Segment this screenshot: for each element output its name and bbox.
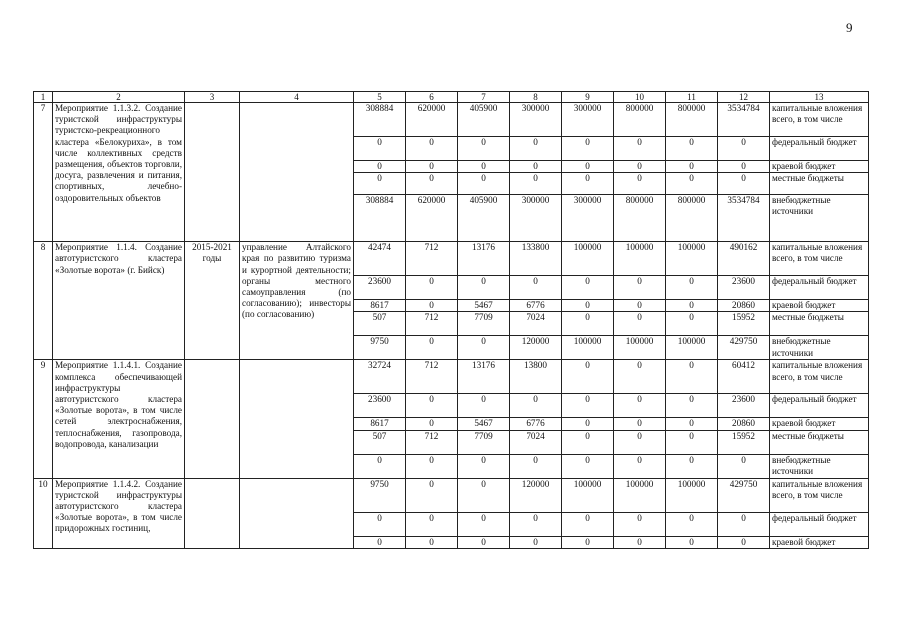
funding-value-cell: 0 [614, 454, 666, 478]
column-number-cell: 8 [510, 92, 562, 103]
funding-value-cell: 0 [406, 161, 458, 173]
funding-value-cell: 20860 [718, 300, 770, 312]
funding-value-cell: 0 [666, 394, 718, 418]
funding-value-cell: 0 [666, 418, 718, 430]
funding-value-cell: 0 [666, 173, 718, 195]
funding-value-cell: 0 [718, 161, 770, 173]
funding-value-cell: 0 [354, 454, 406, 478]
table-row [34, 478, 869, 512]
funding-value-cell: 0 [666, 161, 718, 173]
funding-value-cell: 300000 [562, 103, 614, 137]
funding-value-cell: 0 [458, 512, 510, 536]
executor [240, 360, 354, 478]
funding-value-cell: 23600 [718, 394, 770, 418]
funding-source: внебюджетные источники [770, 336, 869, 360]
funding-value-cell: 0 [354, 137, 406, 161]
funding-value-cell: 6776 [510, 418, 562, 430]
funding-value-cell: 133800 [510, 242, 562, 276]
column-number-cell: 2 [53, 92, 185, 103]
funding-value-cell: 800000 [666, 103, 718, 137]
funding-value-cell: 800000 [614, 195, 666, 242]
executor: управление Алтайского края по развитию туризма и курортной деятельности; органы местного самоуправления (по согласованию); инвесторы (по согласованию) [240, 242, 354, 360]
funding-value-cell: 5467 [458, 300, 510, 312]
table-row [34, 242, 869, 276]
column-number-cell: 5 [354, 92, 406, 103]
funding-value-cell: 8617 [354, 300, 406, 312]
item-number: 10 [34, 478, 53, 548]
funding-value-cell: 800000 [614, 103, 666, 137]
item-number: 9 [34, 360, 53, 478]
funding-value-cell: 0 [458, 276, 510, 300]
funding-value-cell: 0 [562, 430, 614, 454]
funding-value-cell: 100000 [614, 478, 666, 512]
funding-value-cell: 100000 [666, 242, 718, 276]
funding-value-cell: 0 [614, 394, 666, 418]
funding-value-cell: 0 [510, 512, 562, 536]
funding-value-cell: 120000 [510, 336, 562, 360]
funding-value-cell: 300000 [510, 103, 562, 137]
funding-value-cell: 0 [458, 454, 510, 478]
funding-value-cell: 300000 [510, 195, 562, 242]
funding-value-cell: 3534784 [718, 103, 770, 137]
funding-value-cell: 308884 [354, 103, 406, 137]
funding-value-cell: 712 [406, 430, 458, 454]
funding-value-cell: 0 [718, 454, 770, 478]
funding-value-cell: 32724 [354, 360, 406, 394]
funding-value-cell: 620000 [406, 195, 458, 242]
funding-value-cell: 507 [354, 312, 406, 336]
funding-value-cell: 490162 [718, 242, 770, 276]
funding-value-cell: 100000 [562, 242, 614, 276]
funding-source: местные бюджеты [770, 312, 869, 336]
funding-value-cell: 60412 [718, 360, 770, 394]
funding-value-cell: 405900 [458, 103, 510, 137]
funding-value-cell: 0 [614, 161, 666, 173]
funding-value-cell: 0 [666, 276, 718, 300]
funding-value-cell: 7709 [458, 312, 510, 336]
funding-value-cell: 0 [614, 173, 666, 195]
funding-value-cell: 100000 [666, 478, 718, 512]
funding-value-cell: 0 [510, 276, 562, 300]
implementation-period: 2015-2021 годы [185, 242, 240, 360]
funding-value-cell: 0 [666, 454, 718, 478]
funding-value-cell: 0 [614, 536, 666, 548]
funding-value-cell: 0 [666, 312, 718, 336]
funding-value-cell: 0 [666, 536, 718, 548]
item-number: 8 [34, 242, 53, 360]
funding-source: местные бюджеты [770, 173, 869, 195]
funding-value-cell: 0 [718, 536, 770, 548]
funding-value-cell: 0 [406, 512, 458, 536]
funding-value-cell: 0 [562, 161, 614, 173]
funding-value-cell: 0 [510, 454, 562, 478]
funding-source: федеральный бюджет [770, 512, 869, 536]
column-number-cell: 10 [614, 92, 666, 103]
funding-value-cell: 23600 [354, 394, 406, 418]
funding-value-cell: 0 [718, 137, 770, 161]
funding-value-cell: 15952 [718, 430, 770, 454]
funding-source: внебюджетные источники [770, 454, 869, 478]
funding-value-cell: 100000 [614, 336, 666, 360]
column-number-cell: 12 [718, 92, 770, 103]
column-number-cell: 3 [185, 92, 240, 103]
funding-value-cell: 3534784 [718, 195, 770, 242]
funding-value-cell: 0 [562, 360, 614, 394]
column-number-cell: 9 [562, 92, 614, 103]
column-number-row [34, 92, 869, 103]
funding-value-cell: 620000 [406, 103, 458, 137]
funding-value-cell: 507 [354, 430, 406, 454]
funding-value-cell: 0 [666, 512, 718, 536]
funding-value-cell: 0 [406, 394, 458, 418]
funding-value-cell: 405900 [458, 195, 510, 242]
funding-value-cell: 0 [458, 394, 510, 418]
implementation-period [185, 360, 240, 478]
funding-value-cell: 0 [562, 418, 614, 430]
funding-value-cell: 20860 [718, 418, 770, 430]
item-number: 7 [34, 103, 53, 242]
funding-value-cell: 0 [614, 276, 666, 300]
funding-value-cell: 0 [458, 173, 510, 195]
funding-value-cell: 0 [562, 454, 614, 478]
funding-value-cell: 300000 [562, 195, 614, 242]
funding-value-cell: 308884 [354, 195, 406, 242]
executor [240, 478, 354, 548]
funding-value-cell: 0 [614, 418, 666, 430]
measure-name: Мероприятие 1.1.4.1. Создание комплекса обеспечивающей инфраструктуры автотуристского кластера «Золотые ворота», в том числе сетей электроснабжения, теплоснабжения, газопровода, водопровода, канализации [53, 360, 185, 478]
funding-source: капитальные вложения всего, в том числе [770, 478, 869, 512]
funding-value-cell: 712 [406, 242, 458, 276]
funding-value-cell: 0 [562, 312, 614, 336]
funding-value-cell: 0 [458, 161, 510, 173]
funding-source: местные бюджеты [770, 430, 869, 454]
funding-value-cell: 0 [406, 300, 458, 312]
implementation-period [185, 478, 240, 548]
funding-value-cell: 7024 [510, 312, 562, 336]
column-number-cell: 7 [458, 92, 510, 103]
table-row [34, 103, 869, 137]
column-number-cell: 6 [406, 92, 458, 103]
table-row [34, 360, 869, 394]
funding-value-cell: 429750 [718, 336, 770, 360]
funding-value-cell: 0 [562, 394, 614, 418]
funding-value-cell: 0 [666, 137, 718, 161]
funding-value-cell: 0 [354, 173, 406, 195]
funding-value-cell: 6776 [510, 300, 562, 312]
funding-value-cell: 0 [562, 512, 614, 536]
funding-value-cell: 0 [406, 173, 458, 195]
funding-value-cell: 0 [666, 300, 718, 312]
funding-source: капитальные вложения всего, в том числе [770, 242, 869, 276]
funding-value-cell: 0 [510, 137, 562, 161]
funding-value-cell: 0 [458, 137, 510, 161]
funding-value-cell: 100000 [562, 478, 614, 512]
funding-value-cell: 0 [614, 512, 666, 536]
funding-value-cell: 0 [562, 137, 614, 161]
executor [240, 103, 354, 242]
funding-value-cell: 0 [458, 536, 510, 548]
funding-value-cell: 23600 [354, 276, 406, 300]
funding-value-cell: 23600 [718, 276, 770, 300]
funding-value-cell: 0 [354, 512, 406, 536]
funding-value-cell: 0 [510, 536, 562, 548]
funding-value-cell: 0 [354, 161, 406, 173]
funding-value-cell: 13800 [510, 360, 562, 394]
funding-value-cell: 42474 [354, 242, 406, 276]
funding-source: капитальные вложения всего, в том числе [770, 103, 869, 137]
funding-value-cell: 9750 [354, 478, 406, 512]
funding-source: внебюджетные источники [770, 195, 869, 242]
funding-value-cell: 0 [562, 173, 614, 195]
measure-name: Мероприятие 1.1.4. Создание автотуристского кластера «Золотые ворота» (г. Бийск) [53, 242, 185, 360]
funding-value-cell: 800000 [666, 195, 718, 242]
implementation-period [185, 103, 240, 242]
funding-value-cell: 0 [406, 276, 458, 300]
funding-value-cell: 100000 [562, 336, 614, 360]
funding-source: капитальные вложения всего, в том числе [770, 360, 869, 394]
funding-value-cell: 8617 [354, 418, 406, 430]
funding-value-cell: 0 [562, 300, 614, 312]
funding-value-cell: 0 [406, 137, 458, 161]
funding-value-cell: 0 [406, 478, 458, 512]
funding-value-cell: 0 [666, 360, 718, 394]
funding-value-cell: 0 [562, 276, 614, 300]
funding-value-cell: 7024 [510, 430, 562, 454]
column-number-cell: 11 [666, 92, 718, 103]
column-number-cell: 1 [34, 92, 53, 103]
funding-source: краевой бюджет [770, 536, 869, 548]
funding-value-cell: 5467 [458, 418, 510, 430]
column-number-cell: 4 [240, 92, 354, 103]
funding-source: краевой бюджет [770, 418, 869, 430]
funding-value-cell: 0 [510, 173, 562, 195]
funding-value-cell: 0 [614, 430, 666, 454]
funding-value-cell: 13176 [458, 360, 510, 394]
funding-value-cell: 0 [614, 137, 666, 161]
measure-name: Мероприятие 1.1.3.2. Создание туристской инфраструктуры туристско-рекреационного кластера «Белокуриха», в том числе коллективных средств размещения, объектов торговли, досуга, развлечения и питания, спортивных, лечебно-оздоровительных объектов [53, 103, 185, 242]
funding-value-cell: 0 [406, 454, 458, 478]
funding-value-cell: 0 [406, 536, 458, 548]
funding-value-cell: 0 [354, 536, 406, 548]
funding-value-cell: 0 [458, 478, 510, 512]
funding-value-cell: 0 [666, 430, 718, 454]
funding-value-cell: 13176 [458, 242, 510, 276]
funding-value-cell: 120000 [510, 478, 562, 512]
funding-value-cell: 429750 [718, 478, 770, 512]
funding-value-cell: 0 [510, 161, 562, 173]
funding-source: краевой бюджет [770, 161, 869, 173]
funding-source: федеральный бюджет [770, 137, 869, 161]
funding-value-cell: 0 [562, 536, 614, 548]
funding-source: федеральный бюджет [770, 276, 869, 300]
funding-source: краевой бюджет [770, 300, 869, 312]
funding-value-cell: 100000 [614, 242, 666, 276]
funding-source: федеральный бюджет [770, 394, 869, 418]
funding-value-cell: 712 [406, 312, 458, 336]
funding-value-cell: 0 [718, 173, 770, 195]
column-number-cell: 13 [770, 92, 869, 103]
page-number: 9 [846, 20, 853, 35]
funding-value-cell: 0 [458, 336, 510, 360]
funding-value-cell: 0 [510, 394, 562, 418]
funding-value-cell: 0 [614, 300, 666, 312]
program-measures-table [33, 91, 869, 549]
funding-value-cell: 7709 [458, 430, 510, 454]
funding-value-cell: 0 [406, 418, 458, 430]
funding-value-cell: 0 [614, 360, 666, 394]
funding-value-cell: 0 [614, 312, 666, 336]
funding-value-cell: 100000 [666, 336, 718, 360]
funding-value-cell: 0 [718, 512, 770, 536]
funding-value-cell: 9750 [354, 336, 406, 360]
funding-value-cell: 15952 [718, 312, 770, 336]
measure-name: Мероприятие 1.1.4.2. Создание туристской инфраструктуры автотуристского кластера «Золотые ворота», в том числе придорожных гостиниц, [53, 478, 185, 548]
funding-value-cell: 0 [406, 336, 458, 360]
funding-value-cell: 712 [406, 360, 458, 394]
